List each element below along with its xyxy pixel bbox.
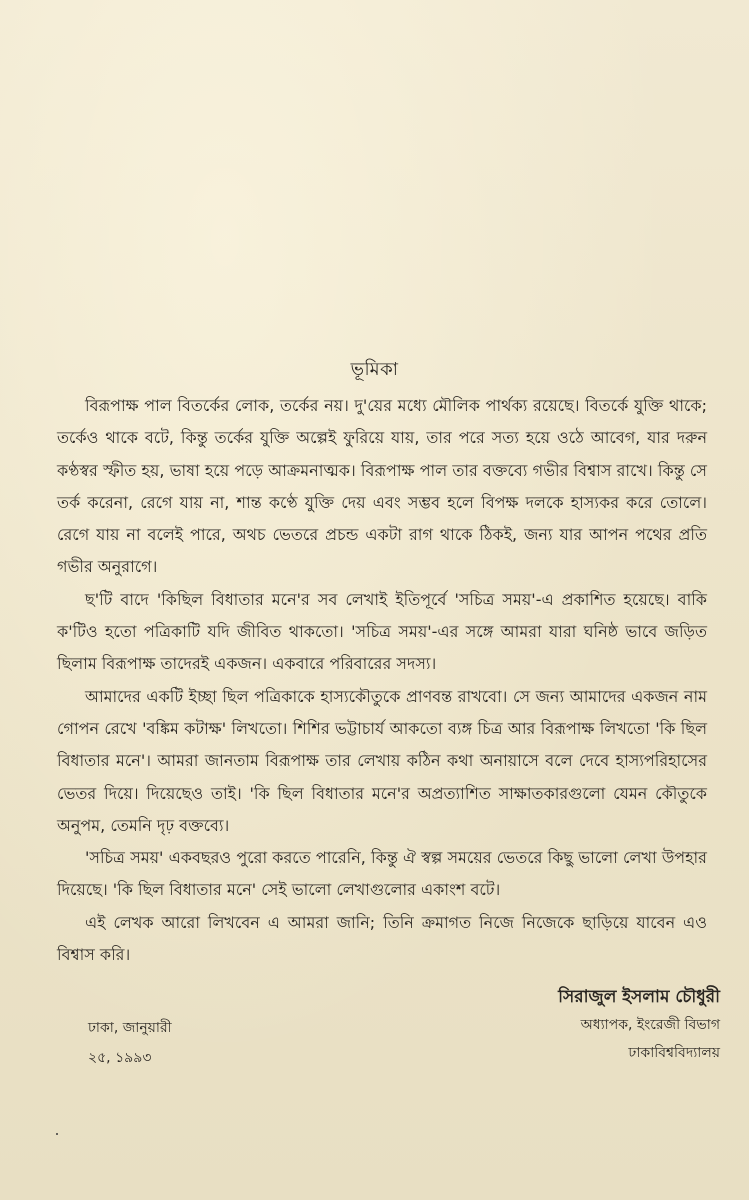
date-label: ২৫, ১৯৯৩: [88, 1050, 152, 1066]
paper-speck: [56, 1133, 58, 1135]
place-date-block: [88, 1013, 172, 1073]
author-title: অধ্যাপক, ইংরেজী বিভাগ: [580, 1017, 720, 1033]
paragraph-4: 'সচিত্র সময়' একবছরও পুরো করতে পারেনি, কিন্তু ঐ স্বল্প সময়ের ভেতরে কিছু ভালো লেখা উপহার দিয়েছে। 'কি ছিল বিধাতার মনে' সেই ভালো লেখাগুলোর একাংশ বটে।: [57, 848, 707, 900]
signature-block: [558, 983, 720, 1067]
paragraph-1: বিরূপাক্ষ পাল বিতর্কের লোক, তর্কের নয়। দু'য়ের মধ্যে মৌলিক পার্থক্য রয়েছে। বিতর্কে যুক্তি থাকে; তর্কেও থাকে বটে, কিন্তু তর্কের যুক্তি অল্পেই ফুরিয়ে যায়, তার পরে সত্য হয়ে ওঠে আবেগ, যার দরুন কণ্ঠস্বর স্ফীত হয়, ভাষা হয়ে পড়ে আক্রমনাত্মক। বিরূপাক্ষ পাল তার বক্তব্যে গভীর বিশ্বাস রাখে। কিন্তু সে তর্ক করেনা, রেগে যায় না, শান্ত কণ্ঠে যুক্তি দেয় এবং সম্ভব হলে বিপক্ষ দলকে হাস্যকর করে তোলে। রেগে যায় না বলেই পারে, অথচ ভেতরে প্রচন্ড একটা রাগ থাকে ঠিকই, জন্য যার আপন পথের প্রতি গভীর অনুরাগে।: [57, 396, 707, 577]
paragraph-2: ছ'টি বাদে 'কিছিল বিধাতার মনে'র সব লেখাই ইতিপূর্বে 'সচিত্র সময়'-এ প্রকাশিত হয়েছে। বাকি ক'টিও হতো পত্রিকাটি যদি জীবিত থাকতো। 'সচিত্র সময়'-এর সঙ্গে আমরা যারা ঘনিষ্ঠ ভাবে জড়িত ছিলাম বিরূপাক্ষ তাদেরই একজন। একবারে পরিবারের সদস্য।: [57, 589, 707, 674]
author-institution: ঢাকাবিশ্ববিদ্যালয়: [628, 1045, 720, 1061]
paragraph-5: এই লেখক আরো লিখবেন এ আমরা জানি; তিনি ক্রমাগত নিজে নিজেকে ছাড়িয়ে যাবেন এও বিশ্বাস করি।: [57, 912, 707, 965]
preface-body: [57, 390, 707, 971]
page-title: ভূমিকা: [350, 359, 399, 380]
author-name: সিরাজুল ইসলাম চৌধুরী: [558, 987, 720, 1007]
place-label: ঢাকা, জানুয়ারী: [88, 1020, 172, 1036]
paragraph-3: আমাদের একটি ইচ্ছা ছিল পত্রিকাকে হাস্যকৌতুকে প্রাণবন্ত রাখবো। সে জন্য আমাদের একজন নাম গোপন রেখে 'বঙ্কিম কটাক্ষ' লিখতো। শিশির ভট্টাচার্য আকতো ব্যঙ্গ চিত্র আর বিরূপাক্ষ লিখতো 'কি ছিল বিধাতার মনে'। আমরা জানতাম বিরূপাক্ষ তার লেখায় কঠিন কথা অনায়াসে বলে দেবে হাস্যপরিহাসের ভেতর দিয়ে। দিয়েছেও তাই। 'কি ছিল বিধাতার মনে'র অপ্রত্যাশিত সাক্ষাতকারগুলো যেমন কৌতুকে অনুপম, তেমনি দৃঢ় বক্তব্যে।: [57, 686, 707, 835]
